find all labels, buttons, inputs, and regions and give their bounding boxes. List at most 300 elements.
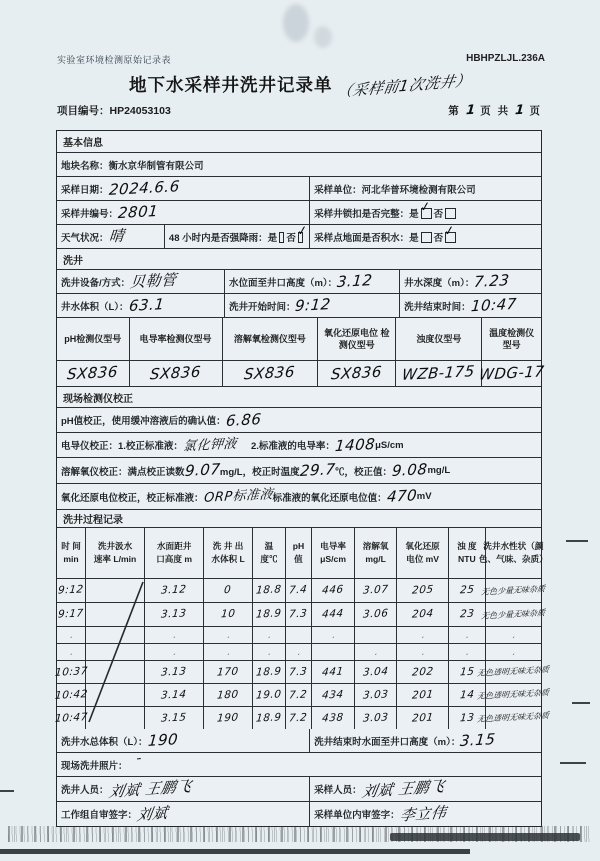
hw-value: 201: [411, 711, 434, 725]
weather-cell: [57, 225, 165, 248]
page-number-handwritten: 1: [465, 102, 476, 119]
instrument-values-row: [57, 361, 546, 387]
cell-conductivity: [312, 644, 355, 660]
lock-question-cell: [310, 201, 541, 224]
washers-label: 洗井人员：: [61, 785, 109, 796]
hw-value: 444: [321, 607, 345, 621]
cell-time: [54, 661, 88, 683]
scan-artifact-smudge: [283, 4, 309, 42]
end-level-cell: [310, 729, 541, 752]
water-level-handwritten: 3.12: [336, 271, 374, 291]
conductivity-calibration-cell: [57, 433, 541, 457]
cond-calibration-label2: 2.标准液的电导率：: [250, 441, 335, 452]
end-level-label: 洗井结束时水面至井口高度（m）：: [314, 736, 461, 748]
wash-device-handwritten: 贝勒管: [129, 270, 178, 292]
hdr-line: 水面距井: [156, 541, 192, 552]
site-name-value: 衡水京华制管有限公司: [108, 160, 204, 172]
sample-date-cell: [57, 177, 310, 200]
hdr-line: 值: [294, 554, 303, 564]
page-total-handwritten: 1: [514, 102, 526, 119]
cell-ph: [286, 707, 312, 729]
orp-meter-header: 氧化还原电位 检测仪型号: [318, 318, 396, 360]
internal-review-signature-handwritten: 李立伟: [398, 802, 448, 825]
hw-value: 3.12: [160, 583, 188, 597]
personnel-row: [57, 777, 541, 802]
hdr-line: μS/cm: [320, 554, 346, 564]
do-calibration-label1: 溶解氧仪校正：满点校正读数: [61, 466, 185, 478]
hw-value: 7.4: [288, 583, 309, 597]
internal-review-cell: [310, 802, 541, 826]
hw-value: 9:12: [57, 583, 85, 597]
puddle-yes-checkbox: [421, 232, 432, 243]
cell-appearance: [477, 684, 550, 706]
hw-value: 3.03: [362, 688, 389, 702]
wash-start-cell: [225, 294, 400, 317]
well-volume-cell: [57, 294, 225, 317]
orp-calibration-label2: 标准液的氧化还原电位值：: [272, 492, 387, 504]
cell-ph: [286, 627, 312, 643]
scan-artifact-dash: [560, 762, 586, 764]
hw-value: 23: [459, 607, 475, 621]
photo-row: [57, 753, 541, 777]
hw-value: 3.13: [160, 607, 188, 621]
hw-value: 7.2: [288, 688, 309, 702]
scan-artifact-smudge: [314, 26, 332, 48]
hdr-line: 浊 度: [457, 541, 477, 552]
cell-orp: [397, 579, 449, 602]
cell-time: [57, 579, 86, 602]
hw-value: 438: [321, 711, 345, 725]
well-depth-cell: [400, 270, 541, 293]
lock-no-checkbox: [445, 208, 456, 219]
conductivity-calibration-row: [57, 433, 541, 458]
hw-value: 18.9: [255, 665, 283, 679]
hw-value: 25: [459, 583, 475, 597]
scan-artifact-dash: [566, 540, 588, 542]
washers-signature-handwritten: 刘斌 王鹏飞: [107, 776, 193, 801]
orp-calibration-row: [57, 484, 541, 510]
hw-value: 201: [411, 688, 434, 702]
hdr-line: 洗 井 出: [212, 541, 244, 552]
process-row-2: [57, 603, 546, 627]
check-mark: ✓: [443, 223, 457, 240]
site-name-cell: [57, 153, 541, 176]
do-reading-handwritten: 9.07: [183, 460, 221, 480]
page-prefix: 第: [448, 105, 461, 117]
hw-value: 3.04: [362, 665, 389, 679]
self-review-signature-handwritten: 刘斌: [135, 802, 170, 825]
wash-device-row: [57, 270, 541, 294]
ph-meter-header: pH检测仪型号: [57, 318, 130, 360]
orp-calibration-cell: [57, 484, 541, 509]
no-label: 否: [433, 208, 444, 220]
cell-appearance: [477, 707, 550, 729]
orp-value-handwritten: 470: [385, 486, 418, 506]
temp-meter-model: [478, 361, 546, 386]
hw-value: 18.9: [255, 607, 283, 621]
cond-unit-label: μS/cm: [375, 439, 404, 451]
cell-do: [355, 661, 397, 683]
col-appearance-header: [478, 528, 548, 578]
hw-value: 3.13: [160, 665, 188, 679]
orp-unit-label: mV: [416, 491, 432, 502]
temp-meter-model-handwritten: WDG-17: [478, 362, 546, 384]
weather-row: [57, 225, 541, 249]
yes-label: 是: [267, 232, 278, 244]
turbidity-meter-model-handwritten: WZB-175: [401, 362, 476, 384]
cell-out-volume: [204, 579, 253, 602]
cell-out-volume: [204, 644, 253, 660]
process-row-4-empty: [57, 644, 541, 661]
cell-temp: [253, 627, 286, 643]
turbidity-meter-model: [396, 361, 482, 386]
water-level-label: 水位面至井口高度（m）：: [228, 277, 338, 289]
sample-date-row: [57, 177, 541, 201]
cell-do: [355, 644, 397, 660]
col-do-header: [355, 528, 397, 578]
cell-pump-rate: [86, 661, 145, 683]
hdr-line: 口高度 m: [156, 554, 192, 564]
check-mark: ✓: [418, 199, 433, 216]
cell-turbidity: [449, 644, 486, 660]
hw-value: 14: [459, 688, 475, 702]
sampling-org-cell: [310, 177, 541, 200]
temp-meter-header: 温度检测仪型号: [489, 327, 535, 350]
cell-do: [355, 603, 397, 626]
rain-no-checkbox: [295, 223, 310, 243]
cell-water-depth: [145, 579, 204, 602]
basic-info-title: 基本信息: [63, 138, 103, 149]
do-meter-model: [223, 361, 319, 386]
section-process-header: [57, 510, 541, 528]
no-label: 否: [433, 232, 444, 244]
hw-value: 0: [223, 584, 233, 597]
cell-appearance: [481, 603, 546, 626]
form-table: [54, 130, 550, 827]
hw-value: 13: [459, 711, 475, 725]
hdr-line: 溶解氧: [362, 541, 389, 552]
col-conductivity-header: [312, 528, 355, 578]
rain-yes-checkbox: [279, 232, 284, 243]
cell-conductivity: [312, 661, 355, 683]
scan-bottom-strip: [0, 849, 470, 854]
hw-value: 204: [411, 607, 434, 621]
cell-out-volume: [204, 661, 253, 683]
doc-type-label: 实验室环境检测原始记录表: [57, 55, 172, 65]
sample-date-handwritten: 2024.6.6: [107, 177, 181, 199]
hdr-line: 电导率: [320, 541, 346, 552]
cell-time: [57, 603, 86, 626]
cell-turbidity: [449, 627, 486, 643]
cell-water-depth: [145, 707, 204, 729]
subheader-row: [57, 103, 542, 118]
calibration-title: 现场检测仪校正: [63, 393, 133, 405]
ph-calibration-handwritten: 6.86: [224, 409, 262, 430]
cell-pump-rate: [86, 644, 145, 660]
title-annotation-handwritten: （采样前1次洗井）: [335, 70, 473, 101]
cell-pump-rate: [86, 603, 145, 626]
hw-value: 无色少量无味杂质: [481, 583, 546, 597]
sampling-org-value: 河北华普环境检测有限公司: [361, 184, 476, 196]
cell-ph: [286, 603, 312, 626]
cell-time: [54, 707, 88, 729]
cell-ph: [286, 579, 312, 602]
cell-temp: [253, 644, 286, 660]
cell-out-volume: [204, 707, 253, 729]
samplers-label: 采样人员：: [314, 785, 362, 796]
cell-out-volume: [204, 684, 253, 706]
section-wash-header: [57, 249, 541, 270]
cell-out-volume: [204, 627, 253, 643]
cell-orp: [397, 627, 449, 643]
no-label: 否: [286, 232, 296, 244]
hw-value: 10:37: [54, 664, 88, 679]
hw-value: 18.9: [255, 711, 283, 725]
rain-question-cell: [165, 225, 310, 248]
hw-value: 3.06: [362, 607, 389, 621]
hw-value: 3.15: [160, 711, 188, 725]
col-temp-header: [253, 528, 286, 578]
hw-value: 3.03: [362, 711, 389, 725]
do-calibration-row: [57, 458, 541, 484]
hw-value: 10:47: [54, 710, 88, 725]
col-out-volume-header: [204, 528, 253, 578]
cell-orp: [397, 661, 449, 683]
hdr-line: 水体积 L: [211, 554, 245, 564]
col-ph-header: [286, 528, 312, 578]
self-review-cell: [57, 802, 310, 826]
hdr-line: 电位 mV: [406, 554, 440, 564]
wash-start-label: 洗井开始时间：: [228, 301, 296, 313]
hdr-line: 色、气味、杂质）: [478, 554, 548, 564]
well-depth-handwritten: 7.23: [473, 271, 511, 291]
hw-value: 7.3: [288, 665, 309, 679]
conductivity-meter-header: 电导率检测仪型号: [130, 318, 223, 360]
cond-value-handwritten: 1408: [334, 434, 376, 455]
scan-noise-solid: [390, 833, 580, 841]
ph-calibration-label: pH值校正，使用缓冲溶液后的确认值：: [61, 416, 226, 427]
total-volume-label: 洗井水总体积（L）：: [61, 736, 148, 748]
total-volume-cell: [57, 729, 310, 752]
hw-value: 无色透明无味无杂质: [477, 688, 550, 701]
cell-temp: [253, 707, 286, 729]
wash-end-label: 洗井结束时间：: [404, 301, 471, 313]
site-name-label: 地块名称：: [61, 160, 109, 172]
cell-do: [355, 684, 397, 706]
cell-appearance: [477, 661, 550, 683]
do-temp-handwritten: 29.7: [298, 460, 336, 480]
sample-date-label: 采样日期：: [61, 184, 109, 196]
wash-device-cell: [57, 270, 225, 293]
cell-water-depth: [145, 603, 204, 626]
cell-ph: [286, 644, 312, 660]
cell-appearance: [486, 627, 541, 643]
section-basic-info-header: [57, 131, 541, 153]
photo-cell: [57, 753, 541, 776]
hw-value: 202: [411, 665, 434, 679]
process-row-1: [57, 579, 546, 603]
cell-water-depth: [145, 661, 204, 683]
form-title: 地下水采样井洗井记录单: [129, 75, 333, 95]
process-row-6: [54, 684, 550, 707]
hdr-line: pH: [292, 541, 305, 552]
page-header: [57, 53, 545, 66]
hdr-line: 速率 L/min: [93, 554, 137, 564]
cell-pump-rate: [86, 684, 145, 706]
cell-orp: [397, 603, 449, 626]
hw-value: 3.14: [160, 688, 188, 702]
cell-time: [57, 627, 86, 643]
process-title: 洗井过程记录: [63, 515, 123, 526]
cond-calibration-label1: 电导仪校正：1.校正标准液：: [61, 441, 183, 452]
water-level-cell: [225, 270, 400, 293]
cell-pump-rate: [86, 707, 145, 729]
hw-value: 446: [321, 583, 345, 597]
col-pump-rate-header: [86, 528, 145, 578]
well-no-cell: [57, 201, 310, 224]
process-row-3-empty: [57, 627, 541, 644]
form-code: HBHPZLJL.236A: [466, 53, 545, 64]
cell-water-depth: [145, 684, 204, 706]
wash-volume-row: [57, 294, 541, 318]
hw-value: 170: [216, 665, 240, 679]
cell-conductivity: [312, 684, 355, 706]
hdr-line: 温: [264, 541, 274, 552]
photo-tick-mark: ˉ: [132, 756, 142, 773]
hw-value: 无色透明无味无杂质: [477, 665, 550, 678]
cell-conductivity: [312, 707, 355, 729]
ph-meter-model: [57, 361, 130, 386]
weather-handwritten: 晴: [107, 226, 125, 246]
hw-value: 9:17: [57, 607, 85, 621]
do-calibration-cell: [57, 458, 541, 483]
sampling-org-label: 采样单位：: [314, 184, 362, 196]
col-water-depth-header: [145, 528, 204, 578]
well-volume-label: 井水体积（L）：: [61, 301, 129, 313]
well-no-row: [57, 201, 541, 225]
cell-conductivity: [312, 627, 355, 643]
ph-calibration-row: [57, 408, 541, 433]
review-row: [57, 802, 541, 826]
cell-do: [355, 579, 397, 602]
cond-standard-handwritten: 氯化钾液: [182, 436, 238, 454]
yes-label: 是: [409, 208, 419, 220]
project-number: [57, 103, 171, 118]
hdr-line: 时 间: [61, 541, 81, 552]
well-no-handwritten: 2801: [117, 201, 160, 223]
cell-out-volume: [204, 603, 253, 626]
ph-calibration-cell: [57, 408, 541, 432]
hdr-line: 氧化还原: [405, 541, 440, 552]
cell-temp: [253, 603, 286, 626]
cell-conductivity: [312, 579, 355, 602]
title-row: [0, 70, 600, 101]
turbidity-meter-header: 浊度仪型号: [396, 318, 482, 360]
conductivity-meter-model-handwritten: SX836: [149, 362, 202, 384]
do-calibration-label2: mg/L，校正时温度: [219, 466, 300, 478]
hw-value: 441: [321, 665, 345, 679]
hdr-line: NTU: [458, 554, 476, 564]
wash-end-cell: [400, 294, 541, 317]
hw-value: 7.3: [288, 607, 309, 621]
internal-review-label: 采样单位内审签字：: [314, 810, 400, 821]
cell-orp: [397, 644, 449, 660]
process-table-header-row: [57, 528, 548, 579]
total-volume-row: [57, 729, 541, 753]
wash-title: 洗井: [63, 255, 83, 267]
wash-start-handwritten: 9:12: [294, 295, 332, 315]
do-meter-header: 溶解氧检测仪型号: [223, 318, 319, 360]
end-level-handwritten: 3.15: [459, 730, 497, 750]
cell-orp: [397, 707, 449, 729]
samplers-signature-handwritten: 刘斌 王鹏飞: [360, 776, 447, 801]
check-mark: ✓: [295, 223, 310, 240]
do-calibration-label3: ℃，校正值：: [335, 466, 393, 478]
cell-appearance: [481, 579, 546, 602]
ph-meter-model-handwritten: SX836: [66, 362, 120, 384]
total-volume-handwritten: 190: [146, 730, 179, 750]
cell-pump-rate: [86, 579, 145, 602]
cell-orp: [397, 684, 449, 706]
cell-pump-rate: [86, 627, 145, 643]
do-meter-model-handwritten: SX836: [243, 362, 297, 384]
orp-meter-model-handwritten: SX836: [330, 362, 384, 384]
section-calibration-header: [57, 387, 541, 408]
cell-time: [54, 684, 88, 706]
yes-label: 是: [409, 232, 419, 244]
rain-question-label: 48 小时内是否强降雨：: [168, 232, 268, 244]
hw-value: 无色少量无味杂质: [481, 607, 546, 621]
cell-do: [355, 707, 397, 729]
cell-temp: [253, 684, 286, 706]
page-suffix: 页: [529, 105, 542, 117]
well-volume-handwritten: 63.1: [127, 295, 165, 315]
cell-temp: [253, 579, 286, 602]
cell-do: [355, 627, 397, 643]
cell-ph: [286, 684, 312, 706]
well-depth-label: 井水深度（m）：: [404, 277, 475, 289]
hdr-line: 洗井汲水: [97, 541, 133, 552]
hw-value: 7.2: [288, 711, 309, 725]
page-mid: 页 共: [480, 105, 511, 117]
do-value-handwritten: 9.08: [391, 460, 429, 480]
scan-artifact-dash: [572, 702, 590, 704]
photo-label: 现场洗井照片：: [61, 760, 128, 772]
hw-value: 无色透明无味无杂质: [477, 711, 550, 724]
col-time-header: [57, 528, 86, 578]
hdr-line: min: [63, 554, 79, 564]
process-row-7: [54, 707, 550, 729]
well-no-label: 采样井编号：: [61, 208, 119, 220]
lock-yes-checkbox: [418, 199, 433, 219]
hw-value: 10:42: [54, 687, 88, 702]
hw-value: 10: [220, 607, 236, 621]
wash-end-handwritten: 10:47: [469, 294, 518, 316]
hw-value: 205: [411, 583, 434, 597]
puddle-question-cell: [310, 225, 541, 248]
cell-time: [57, 644, 86, 660]
hw-value: 190: [216, 711, 240, 725]
do-unit-label: mg/L: [427, 465, 451, 476]
samplers-cell: [310, 777, 541, 801]
cell-appearance: [486, 644, 541, 660]
puddle-question-label: 采样点地面是否积水：: [314, 232, 410, 244]
wash-device-label: 洗井设备/方式：: [61, 277, 131, 289]
cell-water-depth: [145, 644, 204, 660]
hw-value: 434: [321, 688, 345, 702]
cell-water-depth: [145, 627, 204, 643]
page-counter: [448, 103, 542, 118]
